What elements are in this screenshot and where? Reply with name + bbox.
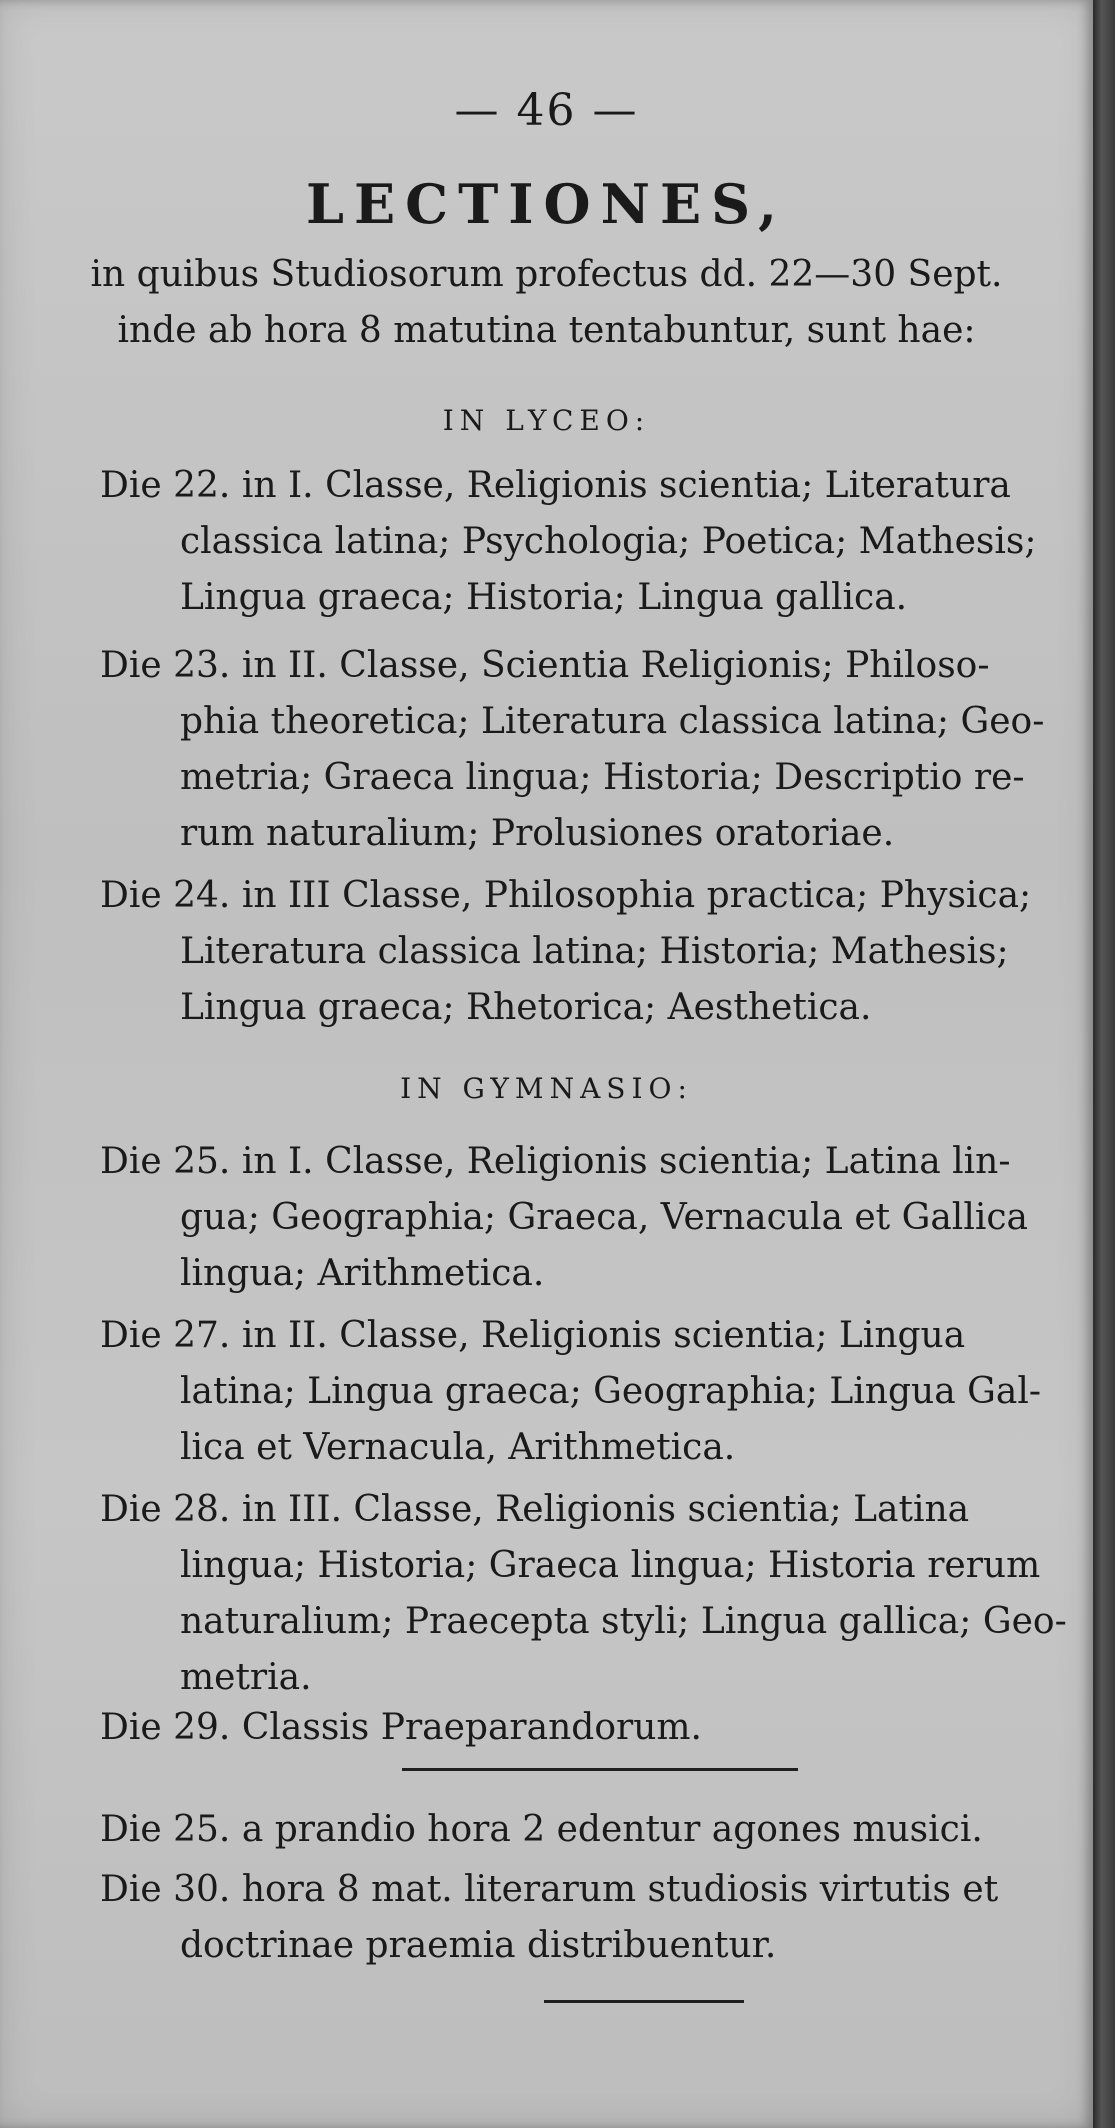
entry-line: Die 29. Classis Praeparandorum.	[100, 1707, 702, 1748]
gymnasium-entry-day-29	[100, 1700, 1080, 1756]
entry-line: Die 23. in II. Classe, Scientia Religionis; Philoso-	[100, 645, 990, 686]
end-rule	[544, 2000, 744, 2003]
entry-line: phia theoretica; Literatura classica latina; Geo-	[180, 701, 1045, 742]
entry-line: latina; Lingua graeca; Geographia; Lingua Gal-	[180, 1371, 1042, 1412]
entry-line: Lingua graeca; Historia; Lingua gallica.	[180, 577, 908, 618]
entry-line: gua; Geographia; Graeca, Vernacula et Gallica	[180, 1197, 1028, 1238]
entry-line: metria.	[180, 1657, 312, 1698]
subtitle-line-2: inde ab hora 8 matutina tentabuntur, sunt hae:	[117, 310, 976, 351]
entry-line: Die 24. in III Classe, Philosophia practica; Physica;	[100, 875, 1032, 916]
divider-rule	[402, 1768, 798, 1771]
gymnasium-entry-day-25	[100, 1134, 1080, 1302]
note-prize-distribution	[100, 1862, 1080, 1974]
entry-line: Lingua graeca; Rhetorica; Aesthetica.	[180, 987, 872, 1028]
page-number: — 46 —	[454, 85, 639, 136]
book-gutter-edge	[1093, 0, 1115, 2128]
entry-line: classica latina; Psychologia; Poetica; Mathesis;	[180, 521, 1037, 562]
lyceum-entry-day-23	[100, 638, 1080, 862]
lyceum-entry-day-22	[100, 458, 1080, 626]
entry-line: lingua; Arithmetica.	[180, 1253, 545, 1294]
note-music-contest	[100, 1802, 1080, 1858]
entry-line: Die 22. in I. Classe, Religionis scientia; Literatura	[100, 465, 1011, 506]
entry-line: naturalium; Praecepta styli; Lingua gallica; Geo-	[180, 1601, 1067, 1642]
section-heading-lyceum: IN LYCEO:	[442, 404, 651, 437]
entry-line: doctrinae praemia distribuentur.	[180, 1925, 777, 1966]
gymnasium-entry-day-28	[100, 1482, 1080, 1706]
entry-line: Die 25. in I. Classe, Religionis scientia; Latina lin-	[100, 1141, 1011, 1182]
entry-line: Die 30. hora 8 mat. literarum studiosis virtutis et	[100, 1869, 999, 1910]
page-title: LECTIONES,	[306, 172, 787, 236]
section-heading-gymnasium: IN GYMNASIO:	[400, 1072, 693, 1105]
entry-line: lingua; Historia; Graeca lingua; Historia rerum	[180, 1545, 1041, 1586]
entry-line: Die 25. a prandio hora 2 edentur agones musici.	[100, 1809, 983, 1850]
entry-line: Die 28. in III. Classe, Religionis scientia; Latina	[100, 1489, 970, 1530]
entry-line: rum naturalium; Prolusiones oratoriae.	[180, 813, 895, 854]
entry-line: metria; Graeca lingua; Historia; Descriptio re-	[180, 757, 1025, 798]
gymnasium-entry-day-27	[100, 1308, 1080, 1476]
lyceum-entry-day-24	[100, 868, 1080, 1036]
subtitle-line-1: in quibus Studiosorum profectus dd. 22—30 Sept.	[90, 254, 1003, 295]
entry-line: Die 27. in II. Classe, Religionis scientia; Lingua	[100, 1315, 966, 1356]
entry-line: Literatura classica latina; Historia; Mathesis;	[180, 931, 1009, 972]
entry-line: lica et Vernacula, Arithmetica.	[180, 1427, 736, 1468]
